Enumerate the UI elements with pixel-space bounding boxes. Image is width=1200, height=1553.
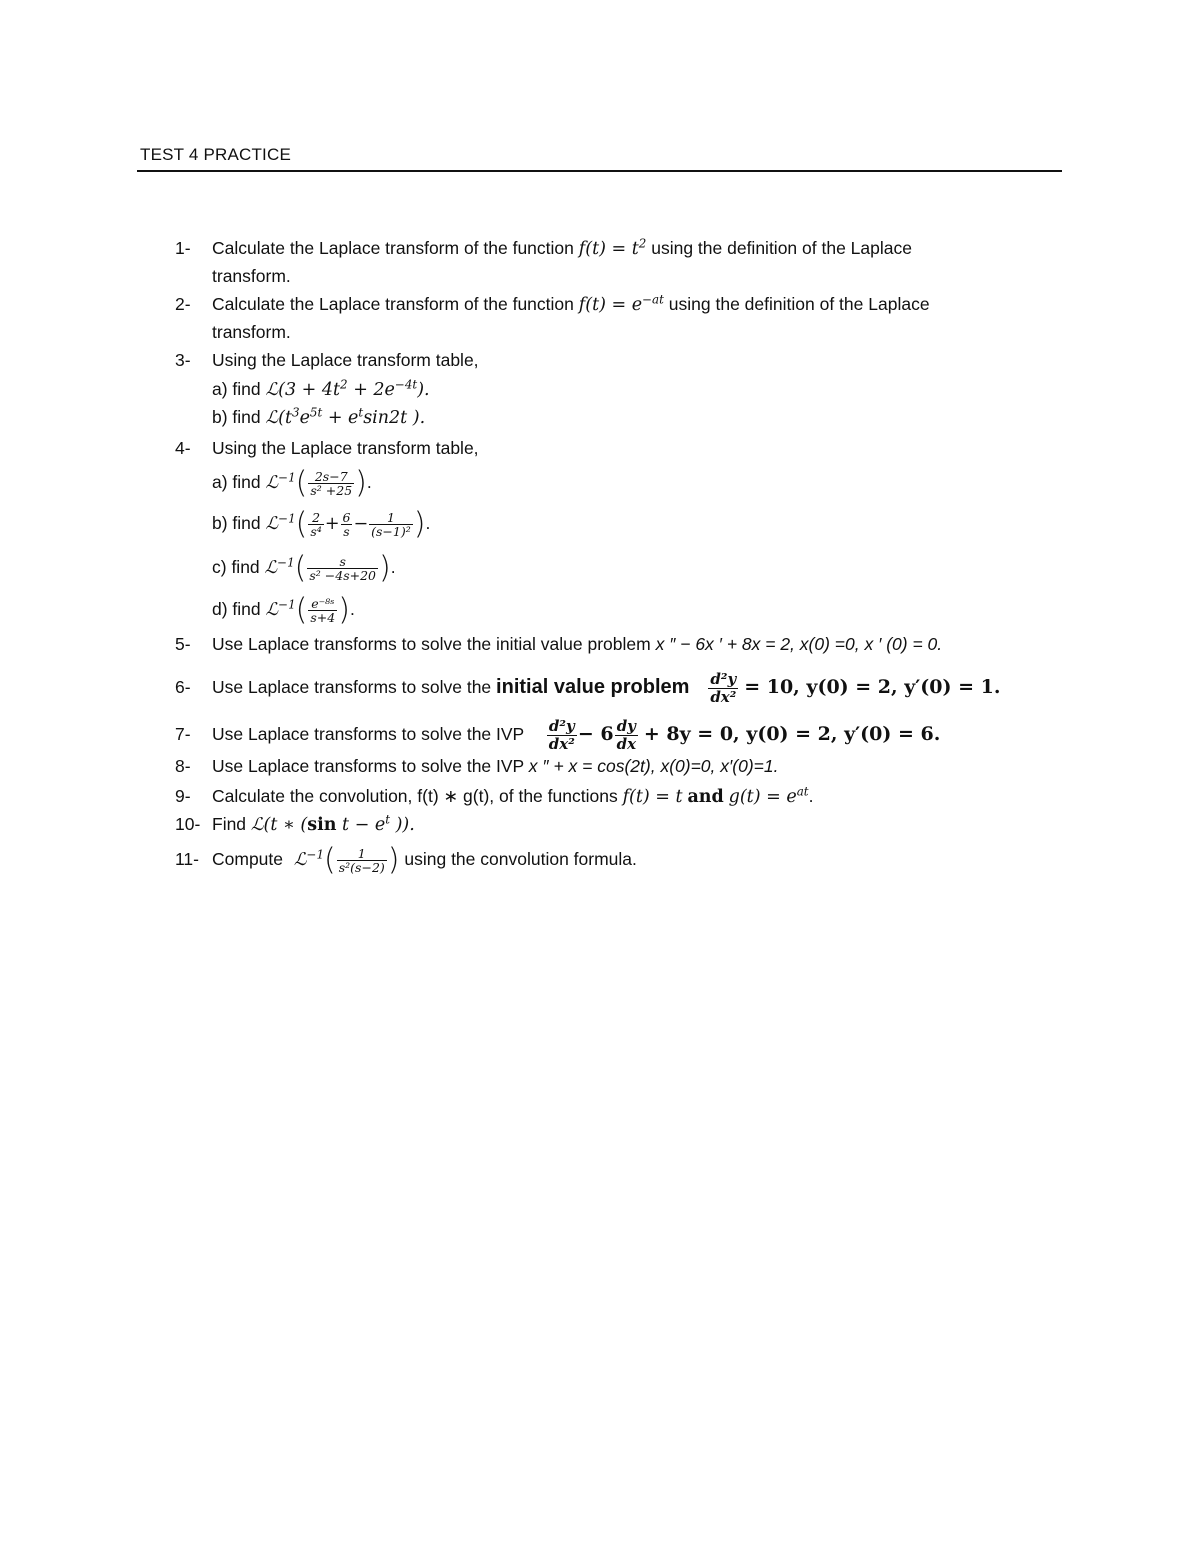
problem-number: 11- [175, 849, 199, 870]
problem-1 [175, 237, 912, 260]
math-expression: f(t) = t [622, 787, 683, 807]
math-exponent: −4t [394, 377, 418, 392]
fraction [340, 511, 352, 538]
fraction [337, 847, 387, 874]
problem-4b [212, 506, 431, 542]
fraction [308, 470, 354, 497]
period: . [808, 786, 814, 806]
problem-2-continued: transform. [212, 322, 291, 342]
denominator: dx [616, 735, 637, 753]
problem-9 [175, 785, 813, 808]
math-expression: e [299, 408, 310, 428]
problem-number: 6- [175, 677, 191, 698]
problem-number: 4- [175, 438, 191, 458]
math-expression: x ″ − 6x ′ + 8x = 2, x(0) =0, x ′ (0) = 0. [655, 634, 943, 654]
problem-7 [175, 718, 940, 753]
fraction [369, 511, 413, 538]
problem-2 [175, 293, 930, 316]
numerator: s [339, 554, 346, 569]
problem-text: Using the Laplace transform table, [212, 438, 479, 458]
problem-4d [212, 592, 355, 628]
period: . [349, 599, 355, 620]
inverse-laplace: ℒ [264, 558, 278, 579]
problem-text: Find [212, 814, 247, 834]
math-expression: sin2t ). [363, 408, 426, 428]
page-title: TEST 4 PRACTICE [140, 145, 291, 164]
numerator: e⁻⁸ˢ [311, 596, 335, 611]
numerator: d²y [710, 670, 737, 688]
fraction [708, 671, 738, 706]
problem-text: Use Laplace transforms to solve the IVP [212, 756, 524, 776]
header-divider [137, 170, 1062, 172]
problem-text: using the definition of the Laplace [651, 238, 912, 258]
part-label: a) find [212, 379, 261, 399]
denominator: s² +25 [310, 483, 353, 498]
paren-right: ) [338, 592, 350, 628]
part-label: c) find [212, 557, 260, 578]
part-label: b) find [212, 513, 261, 534]
numerator: 2 [312, 510, 321, 525]
problem-text: using the definition of the Laplace [668, 294, 930, 314]
problem-text: Using the Laplace transform table, [212, 350, 479, 370]
problem-4 [175, 437, 479, 459]
operator: + [324, 514, 340, 535]
problem-number: 2- [175, 294, 191, 314]
math-exponent: −1 [306, 847, 325, 862]
part-label: b) find [212, 407, 261, 427]
math-expression: = 10, y(0) = 2, y′(0) = 1. [744, 676, 1001, 699]
math-exponent: 5t [309, 405, 323, 420]
math-expression: ℒ(t [265, 408, 292, 428]
paren-left: ( [295, 592, 308, 628]
math-exponent: 2 [340, 377, 348, 392]
numerator: 6 [342, 510, 351, 525]
problem-text: Calculate the convolution, f(t) ∗ g(t), of the functions [212, 786, 618, 806]
denominator: s²(s−2) [338, 860, 385, 875]
denominator: s⁴ [310, 524, 322, 539]
part-label: a) find [212, 472, 261, 493]
math-expression: )). [390, 815, 415, 835]
math-expression: g(t) = e [728, 787, 797, 807]
paren-left: ( [324, 842, 336, 878]
problem-3a [212, 378, 430, 401]
fraction [308, 597, 337, 624]
numerator: d²y [548, 717, 575, 735]
conjunction: and [687, 787, 724, 807]
denominator: dx² [548, 735, 575, 753]
numerator: 2s−7 [314, 469, 348, 484]
problem-text: Compute [212, 849, 284, 870]
denominator: s² −4s+20 [309, 568, 377, 583]
problem-number: 3- [175, 350, 191, 370]
problem-number: 8- [175, 756, 191, 776]
math-expression: + 2e [347, 380, 395, 400]
problem-4a [212, 465, 372, 501]
math-expression: ℒ(t ∗ ( [250, 815, 308, 835]
problem-text: Use Laplace transforms to solve the initial value problem [212, 634, 651, 654]
problem-8 [175, 755, 779, 777]
problem-number: 5- [175, 634, 191, 654]
paren-right: ) [355, 465, 367, 501]
math-exponent: 3 [291, 405, 300, 420]
math-exponent: −at [642, 292, 664, 307]
problem-text: Use Laplace transforms to solve the IVP [212, 724, 524, 745]
math-exponent: 2 [638, 236, 647, 251]
fraction [307, 555, 378, 582]
inverse-laplace: ℒ [293, 850, 307, 871]
problem-3 [175, 349, 479, 371]
math-exponent: at [796, 784, 809, 799]
denominator: s+4 [310, 610, 336, 625]
problem-text: Calculate the Laplace transform of the function [212, 294, 574, 314]
denominator: s [343, 524, 350, 539]
problem-number: 1- [175, 238, 191, 258]
problem-number: 10- [175, 814, 201, 834]
problem-number: 7- [175, 724, 191, 745]
math-expression: f(t) = t [578, 239, 639, 259]
math-function: sin [307, 815, 337, 835]
paren-left: ( [295, 465, 308, 501]
problem-5 [175, 633, 942, 655]
problem-3b [212, 406, 425, 429]
operator: − [353, 514, 369, 535]
math-expression: + 8y = 0, y(0) = 2, y′(0) = 6. [643, 723, 941, 746]
math-exponent: −1 [277, 555, 295, 570]
problem-text: Use Laplace transforms to solve the [212, 677, 492, 698]
math-exponent: −1 [278, 511, 296, 526]
paren-left: ( [294, 550, 307, 586]
problem-text: Calculate the Laplace transform of the function [212, 238, 574, 258]
problem-text-emphasis: initial value problem [496, 676, 690, 699]
math-exponent: t [385, 812, 390, 827]
math-exponent: −1 [278, 597, 296, 612]
problem-text: using the convolution formula. [404, 849, 637, 870]
fraction [547, 718, 577, 753]
numerator: dy [616, 717, 636, 735]
math-expression: t − e [336, 815, 386, 835]
denominator: dx² [710, 688, 737, 706]
numerator: 1 [357, 846, 366, 861]
math-expression: + e [322, 408, 359, 428]
problem-4c [212, 550, 396, 586]
period: . [366, 472, 372, 493]
inverse-laplace: ℒ [265, 473, 279, 494]
inverse-laplace: ℒ [265, 600, 279, 621]
inverse-laplace: ℒ [265, 514, 279, 535]
fraction [615, 718, 638, 753]
math-expression: x ″ + x = cos(2t), x(0)=0, x′(0)=1. [528, 756, 779, 776]
period: . [425, 513, 431, 534]
paren-right: ) [387, 842, 400, 878]
fraction [308, 511, 323, 538]
math-exponent: −1 [278, 470, 296, 485]
problem-1-continued: transform. [212, 266, 291, 286]
period: . [390, 557, 396, 578]
numerator: 1 [386, 510, 395, 525]
problem-number: 9- [175, 786, 191, 806]
denominator: (s−1)² [371, 524, 411, 539]
math-expression: − 6 [577, 723, 614, 746]
paren-right: ) [379, 550, 391, 586]
problem-10 [175, 813, 415, 836]
problem-6 [175, 671, 1000, 706]
math-exponent: t [358, 405, 364, 420]
paren-left: ( [295, 506, 308, 542]
problem-11 [175, 842, 637, 878]
paren-right: ) [413, 506, 426, 542]
math-expression: f(t) = e [578, 295, 643, 315]
math-expression: ). [417, 380, 430, 400]
math-expression: ℒ(3 + 4t [265, 380, 341, 400]
part-label: d) find [212, 599, 261, 620]
